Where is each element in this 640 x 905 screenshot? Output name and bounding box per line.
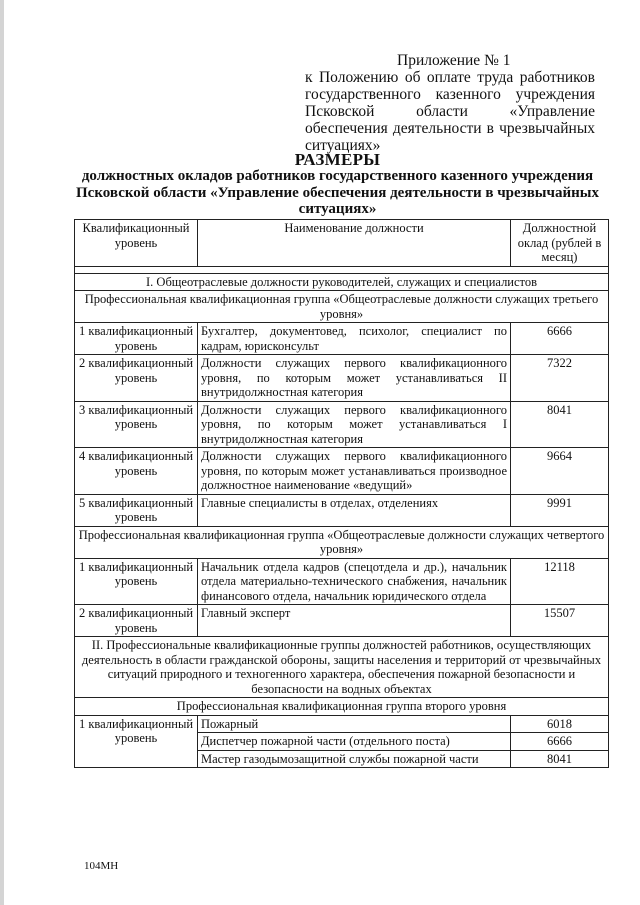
row-level: 1 квалификационный уровень (75, 323, 198, 355)
table-row (75, 494, 609, 526)
section1-title: I. Общеотраслевые должности руководителей, служащих и специалистов (75, 273, 609, 291)
table-row (75, 605, 609, 637)
appendix-block (305, 52, 595, 154)
row-name: Бухгалтер, документовед, психолог, специалист по кадрам, юрисконсульт (198, 323, 511, 355)
document-title: РАЗМЕРЫ (294, 150, 381, 169)
row-name: Должности служащих первого квалификационного уровня, по которым может устанавливаться II внутридолжностная категория (198, 355, 511, 402)
table-row (75, 323, 609, 355)
row-salary: 9991 (511, 494, 609, 526)
group2-title: Профессиональная квалификационная группа «Общеотраслевые должности служащих четвертого уровня» (75, 526, 609, 558)
appendix-title: Приложение № 1 (397, 52, 511, 69)
section-row (75, 273, 609, 291)
table-row (75, 355, 609, 402)
section-row (75, 637, 609, 698)
row-salary: 12118 (511, 558, 609, 605)
group-row (75, 291, 609, 323)
salary-table (74, 219, 609, 768)
row-level: 2 квалификационный уровень (75, 605, 198, 637)
row-salary: 7322 (511, 355, 609, 402)
row-name: Начальник отдела кадров (спецотдела и др.), начальник отдела материально-технического снабжения, начальник финансового отдела, начальник юридического отдела (198, 558, 511, 605)
row-salary: 6666 (511, 323, 609, 355)
appendix-text: к Положению об оплате труда работников государственного казенного учреждения Псковской области «Управление обеспечения деятельности в чрезвычайных ситуациях» (305, 69, 595, 154)
row-level: 1 квалификационный уровень (75, 715, 198, 768)
row-level: 5 квалификационный уровень (75, 494, 198, 526)
row-salary: 15507 (511, 605, 609, 637)
table-row (75, 715, 609, 733)
row-level: 4 квалификационный уровень (75, 448, 198, 495)
header-gap (75, 266, 609, 273)
header-level: Квалификационный уровень (75, 220, 198, 267)
scan-edge (0, 0, 4, 905)
group-row (75, 698, 609, 716)
row-name: Мастер газодымозащитной службы пожарной части (198, 750, 511, 768)
row-level: 3 квалификационный уровень (75, 401, 198, 448)
table-row (75, 558, 609, 605)
table-row (75, 401, 609, 448)
table-header-row (75, 220, 609, 267)
row-name: Главные специалисты в отделах, отделениях (198, 494, 511, 526)
document-subtitle: должностных окладов работников государственного казенного учреждения Псковской области «Управление обеспечения деятельности в чрезвычайных ситуациях» (76, 168, 599, 217)
footer-code: 104МН (84, 860, 119, 872)
row-salary: 6018 (511, 715, 609, 733)
section2-group1-title: Профессиональная квалификационная группа второго уровня (75, 698, 609, 716)
row-salary: 6666 (511, 733, 609, 751)
row-name: Должности служащих первого квалификационного уровня, по которым может устанавливаться I внутридолжностная категория (198, 401, 511, 448)
row-salary: 8041 (511, 750, 609, 768)
row-name: Диспетчер пожарной части (отдельного поста) (198, 733, 511, 751)
table-row (75, 448, 609, 495)
row-level: 2 квалификационный уровень (75, 355, 198, 402)
row-name: Должности служащих первого квалификационного уровня, по которым может устанавливаться производное должностное наименование «ведущий» (198, 448, 511, 495)
header-name: Наименование должности (198, 220, 511, 267)
group1-title: Профессиональная квалификационная группа «Общеотраслевые должности служащих третьего уровня» (75, 291, 609, 323)
row-name: Главный эксперт (198, 605, 511, 637)
row-salary: 9664 (511, 448, 609, 495)
header-salary: Должностной оклад (рублей в месяц) (511, 220, 609, 267)
row-level: 1 квалификационный уровень (75, 558, 198, 605)
group-row (75, 526, 609, 558)
section2-title: II. Профессиональные квалификационные группы должностей работников, осуществляющих деятельность в области гражданской обороны, защиты населения и территорий от чрезвычайных ситуаций природного и техногенного характера, обеспечения пожарной безопасности и безопасности на водных объектах (75, 637, 609, 698)
row-name: Пожарный (198, 715, 511, 733)
row-salary: 8041 (511, 401, 609, 448)
